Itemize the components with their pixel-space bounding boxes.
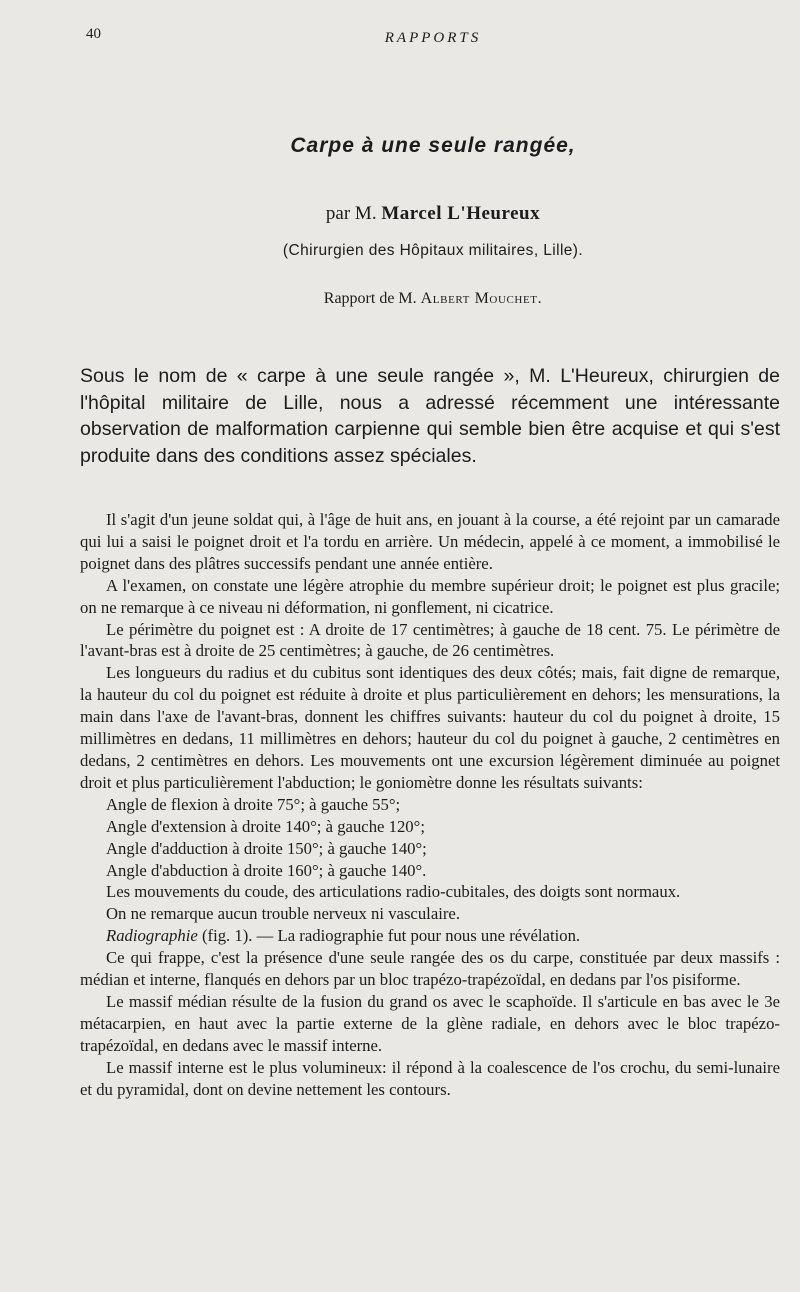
- article-title: Carpe à une seule rangée,: [290, 134, 576, 157]
- goniometer-results: [80, 794, 780, 882]
- body-paragraph: Il s'agit d'un jeune soldat qui, à l'âge de huit ans, en jouant à la course, a été rejoint par un camarade qui lui a saisi le poignet droit et l'a tordu en arrière. Un médecin, appelé à ce moment, a immobilisé le poignet dans des plâtres successifs pendant une année entière.: [80, 510, 780, 573]
- section-label-radiographie: Radiographie: [106, 926, 198, 946]
- author-name: Marcel L'Heureux: [381, 203, 541, 224]
- body-text: [80, 509, 780, 1100]
- angle-line: Angle d'extension à droite 140°; à gauche 120°;: [106, 816, 425, 836]
- intro-paragraph: Sous le nom de « carpe à une seule rangée », M. L'Heureux, chirurgien de l'hôpital militaire de Lille, nous a adressé récemment une intéressante observation de malformation carpienne qui semble bien être acquise et qui s'est produite dans des conditions assez spéciales.: [80, 365, 780, 467]
- body-paragraph: A l'examen, on constate une légère atrophie du membre supérieur droit; le poignet est plus gracile; on ne remarque à ce niveau ni déformation, ni gonflement, ni cicatrice.: [80, 575, 780, 617]
- body-paragraph: Ce qui frappe, c'est la présence d'une seule rangée des os du carpe, constituée par deux massifs : médian et interne, flanqués en dehors par un bloc trapézo-trapézoïdal, en dedans par l'os pisiforme.: [80, 948, 780, 990]
- page-number: 40: [86, 26, 101, 42]
- author-prefix: par M.: [325, 203, 377, 224]
- body-paragraph: Le périmètre du poignet est : A droite de 17 centimètres; à gauche de 18 cent. 75. Le périmètre de l'avant-bras est à droite de 25 centimètres; à gauche, de 26 centimètres.: [80, 619, 780, 661]
- angle-line: Angle d'adduction à droite 150°; à gauche 140°;: [106, 838, 427, 858]
- body-paragraph: On ne remarque aucun trouble nerveux ni vasculaire.: [106, 904, 460, 924]
- body-paragraph: Les longueurs du radius et du cubitus sont identiques des deux côtés; mais, fait digne de remarque, la hauteur du col du poignet est réduite à droite et plus particulièrement en dehors; les mensurations, la main dans l'axe de l'avant-bras, donnent les chiffres suivants: hauteur du col du poignet à droite, 15 millimètres en dedans, 11 millimètres en dehors; hauteur du col du poignet à gauche, 2 centimètres en dedans, 2 centimètres en dehors. Les mouvements ont une excursion légèrement diminuée au poignet droit et plus particulièrement l'abduction; le goniomètre donne les résultats suivants:: [80, 663, 780, 792]
- body-text-span: (fig. 1). — La radiographie fut pour nous une révélation.: [197, 926, 581, 946]
- running-title: RAPPORTS: [384, 30, 482, 46]
- angle-line: Angle d'abduction à droite 160°; à gauche 140°.: [106, 860, 427, 880]
- reporter-name: Albert Mouchet.: [420, 290, 543, 307]
- report-line: [0, 290, 800, 308]
- author-line: [0, 203, 800, 225]
- author-affiliation: (Chirurgien des Hôpitaux militaires, Lille).: [282, 242, 584, 259]
- body-paragraph: Les mouvements du coude, des articulations radio-cubitales, des doigts sont normaux.: [106, 882, 681, 902]
- body-paragraph: Le massif interne est le plus volumineux: il répond à la coalescence de l'os crochu, du semi-lunaire et du pyramidal, dont on devine nettement les contours.: [80, 1057, 780, 1099]
- report-prefix: Rapport de M.: [323, 290, 417, 307]
- body-paragraph: Le massif médian résulte de la fusion du grand os avec le scaphoïde. Il s'articule en bas avec le 3e métacarpien, en haut avec la partie externe de la glène radiale, en dehors avec le bloc trapézo-trapézoïdal, en dedans avec le massif interne.: [80, 991, 780, 1055]
- angle-line: Angle de flexion à droite 75°; à gauche 55°;: [106, 794, 401, 814]
- body-paragraph: [80, 925, 780, 947]
